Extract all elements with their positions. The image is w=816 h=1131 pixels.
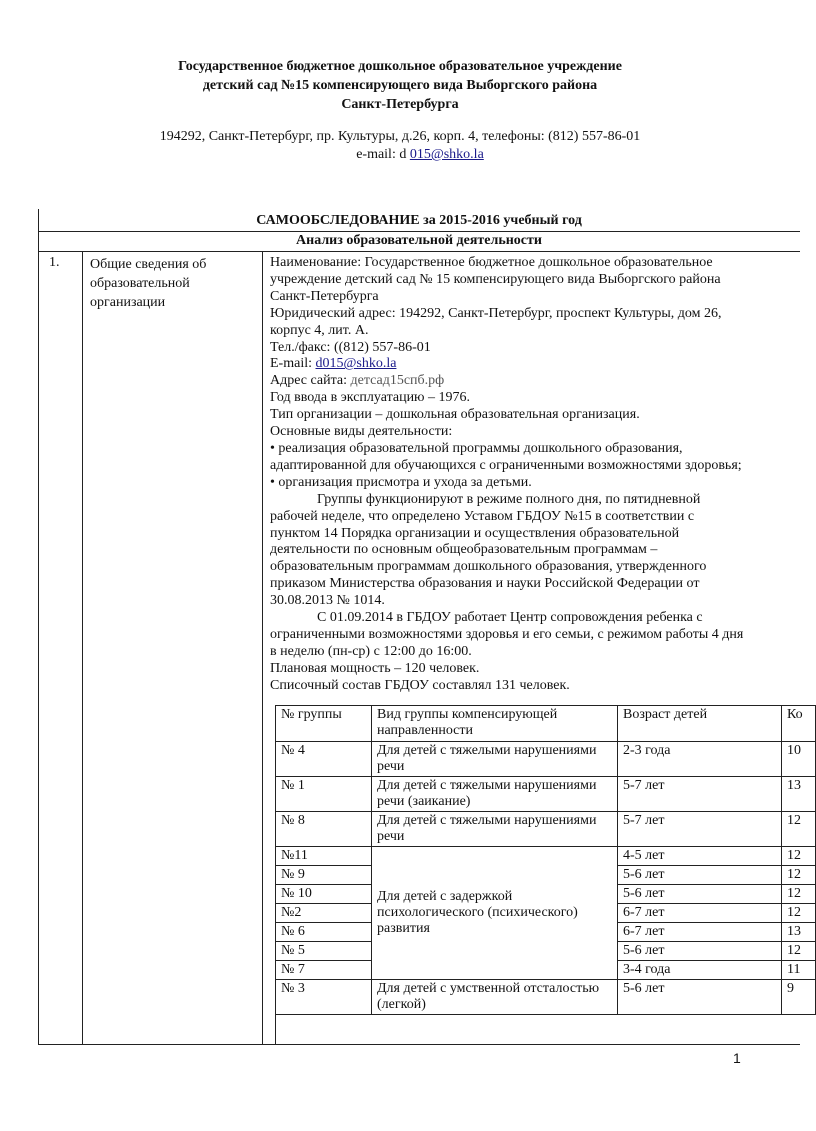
- content-line: деятельности по основным общеобразовательным программам –: [270, 542, 658, 558]
- content-line: 30.08.2013 № 1014.: [270, 593, 385, 609]
- header-count: Ко: [782, 706, 816, 742]
- section-content: [270, 255, 800, 695]
- cell-count: 12: [782, 866, 816, 885]
- cell-count: 10: [782, 742, 816, 777]
- cell-group: № 4: [276, 742, 372, 777]
- content-line: рабочей неделе, что определено Уставом ГБДОУ №15 в соответствии с: [270, 508, 695, 524]
- content-line: Списочный состав ГБДОУ составлял 131 человек.: [270, 677, 570, 693]
- cell-age: 5-6 лет: [618, 942, 782, 961]
- cell-count: 12: [782, 942, 816, 961]
- content-line: ограниченными возможностями здоровья и его семьи, с режимом работы 4 дня: [270, 626, 744, 642]
- cell-age: 5-6 лет: [618, 980, 782, 1015]
- cell-age: 5-7 лет: [618, 812, 782, 847]
- table-border-col2: [262, 251, 263, 1045]
- cell-group: № 9: [276, 866, 372, 885]
- cell-group: № 5: [276, 942, 372, 961]
- divider: [38, 251, 800, 252]
- cell-type: Для детей с тяжелыми нарушениями речи: [372, 742, 618, 777]
- cell-type: Для детей с тяжелыми нарушениями речи: [372, 812, 618, 847]
- cell-age: 6-7 лет: [618, 923, 782, 942]
- content-line: адаптированной для обучающихся с ограниченными возможностями здоровья;: [270, 457, 742, 473]
- page-number: 1: [733, 1050, 741, 1066]
- cell-group: № 6: [276, 923, 372, 942]
- cell-count: 13: [782, 777, 816, 812]
- table-header-row: [276, 706, 816, 742]
- org-address: 194292, Санкт-Петербург, пр. Культуры, д.26, корп. 4, телефоны: (812) 557-86-01: [159, 129, 641, 144]
- table-border-left: [38, 209, 39, 1045]
- content-line: Тип организации – дошкольная образовательная организация.: [270, 407, 640, 423]
- table-row: [276, 742, 816, 777]
- content-line: приказом Министерства образования и науки Российской Федерации от: [270, 576, 700, 592]
- table-row: [276, 980, 816, 1015]
- content-line: Наименование: Государственное бюджетное дошкольное образовательное: [270, 255, 713, 270]
- cell-group: №2: [276, 904, 372, 923]
- table-border-tail: [275, 1011, 276, 1044]
- cell-age: 4-5 лет: [618, 847, 782, 866]
- site-link[interactable]: детсад15спб.рф: [350, 373, 445, 389]
- cell-count: 12: [782, 904, 816, 923]
- table-border-bottom: [38, 1044, 800, 1045]
- org-name-line-1: Государственное бюджетное дошкольное образовательное учреждение: [178, 59, 622, 74]
- content-line: пунктом 14 Порядка организации и осуществления образовательной: [270, 525, 680, 541]
- content-line: учреждение детский сад № 15 компенсирующего вида Выборгского района: [270, 271, 721, 287]
- site-label: Адрес сайта:: [270, 373, 351, 389]
- section-number: 1.: [49, 255, 60, 270]
- cell-count: 12: [782, 847, 816, 866]
- cell-type: Для детей с тяжелыми нарушениями речи (заикание): [372, 777, 618, 812]
- content-line: Основные виды деятельности:: [270, 424, 453, 440]
- table-row: [276, 812, 816, 847]
- header-type: Вид группы компенсирующей направленности: [372, 706, 618, 742]
- paragraph-first-line: Группы функционируют в режиме полного дня, по пятидневной: [317, 491, 701, 507]
- groups-table: [275, 705, 816, 1015]
- cell-count: 12: [782, 812, 816, 847]
- cell-count: 11: [782, 961, 816, 980]
- email-line: [270, 356, 800, 373]
- content-line: образовательным программам дошкольного образования, утвержденного: [270, 559, 707, 575]
- content-line: в неделю (пн-ср) с 12:00 до 16:00.: [270, 643, 472, 659]
- org-name-line-3: Санкт-Петербурга: [341, 97, 459, 112]
- content-line: Плановая мощность – 120 человек.: [270, 660, 480, 676]
- cell-age: 5-6 лет: [618, 885, 782, 904]
- report-subtitle: Анализ образовательной деятельности: [296, 233, 542, 248]
- org-email-prefix: e-mail: d: [356, 147, 410, 162]
- cell-group: № 10: [276, 885, 372, 904]
- org-email: [0, 145, 800, 164]
- content-line: корпус 4, лит. А.: [270, 322, 369, 338]
- content-line: Санкт-Петербурга: [270, 288, 379, 304]
- cell-group: № 8: [276, 812, 372, 847]
- cell-group: № 7: [276, 961, 372, 980]
- section-title: Общие сведения об образовательной организации: [90, 257, 207, 310]
- cell-count: 12: [782, 885, 816, 904]
- content-line: Юридический адрес: 194292, Санкт-Петербург, проспект Культуры, дом 26,: [270, 305, 722, 321]
- cell-age: 5-7 лет: [618, 777, 782, 812]
- cell-group: №11: [276, 847, 372, 866]
- cell-group: № 1: [276, 777, 372, 812]
- org-name-line-2: детский сад №15 компенсирующего вида Выборгского района: [202, 78, 598, 93]
- cell-age: 6-7 лет: [618, 904, 782, 923]
- content-line: Тел./факс: ((812) 557-86-01: [270, 339, 431, 355]
- cell-type-merged: Для детей с задержкой психологического (психического) развития: [372, 847, 618, 980]
- content-line: Год ввода в эксплуатацию – 1976.: [270, 390, 471, 406]
- table-border-col1: [82, 251, 83, 1045]
- cell-group: № 3: [276, 980, 372, 1015]
- cell-age: 2-3 года: [618, 742, 782, 777]
- header-group: № группы: [276, 706, 372, 742]
- table-row: [276, 777, 816, 812]
- cell-age: 3-4 года: [618, 961, 782, 980]
- org-email-link[interactable]: 015@shko.la: [409, 147, 484, 162]
- report-title: САМООБСЛЕДОВАНИЕ за 2015-2016 учебный год: [256, 213, 582, 228]
- cell-type: Для детей с умственной отсталостью (легкой): [372, 980, 618, 1015]
- cell-count: 9: [782, 980, 816, 1015]
- email-link[interactable]: d015@shko.la: [315, 356, 397, 372]
- content-line: • организация присмотра и ухода за детьми.: [270, 474, 532, 490]
- site-line: [270, 373, 800, 390]
- email-label: E-mail:: [270, 356, 316, 372]
- table-row: [276, 847, 816, 866]
- content-line: • реализация образовательной программы дошкольного образования,: [270, 440, 683, 456]
- cell-age: 5-6 лет: [618, 866, 782, 885]
- header-age: Возраст детей: [618, 706, 782, 742]
- paragraph-first-line: С 01.09.2014 в ГБДОУ работает Центр сопровождения ребенка с: [317, 610, 703, 626]
- cell-count: 13: [782, 923, 816, 942]
